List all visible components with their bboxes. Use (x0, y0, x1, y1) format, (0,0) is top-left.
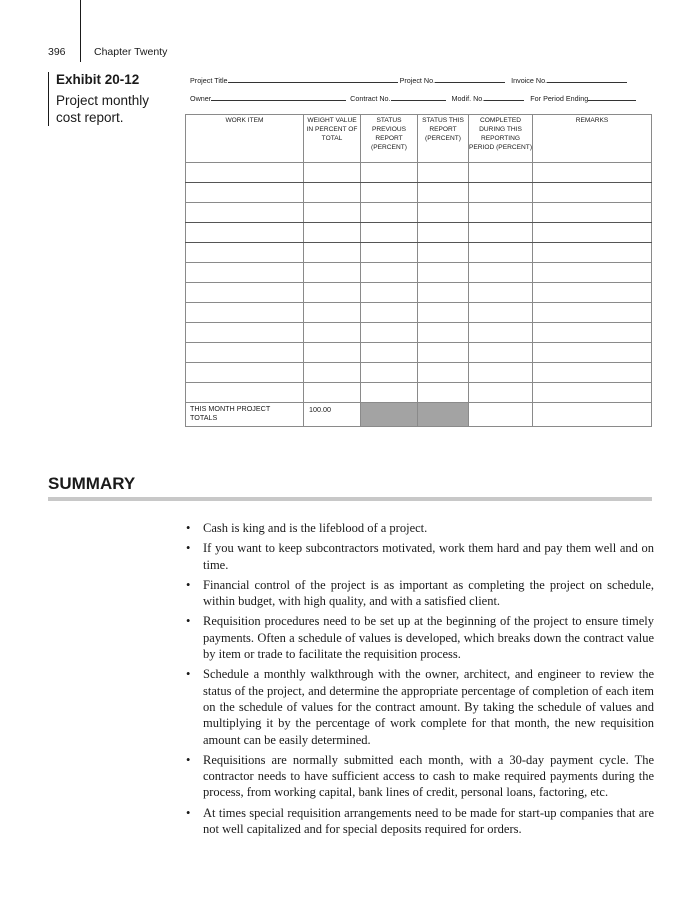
summary-item: • If you want to keep subcontractors motivated, work them hard and pay them well and on time. (186, 540, 654, 573)
summary-heading: SUMMARY (48, 474, 136, 493)
invoice-no-blank (547, 75, 627, 83)
period-ending-blank (588, 93, 636, 101)
form-line-owner (190, 93, 636, 103)
monthly-cost-report-table (185, 114, 652, 427)
col-status-previous: STATUS PREVIOUS REPORT (PERCENT) (361, 115, 418, 163)
modif-no-label: Modif. No. (451, 94, 485, 103)
summary-item: • Requisitions are normally submitted each month, with a 30-day payment cycle. The contractor needs to have sufficient access to cash to make required payments during the process, from working capital, bank lines of credit, personal loans, factoring, etc. (186, 752, 654, 801)
table-row (186, 183, 652, 203)
exhibit-label (48, 72, 176, 126)
exhibit-caption: Project monthly cost report. (56, 93, 150, 125)
table-row (186, 243, 652, 263)
period-ending-label: For Period Ending (530, 94, 589, 103)
summary-item: • Schedule a monthly walkthrough with the owner, architect, and engineer to review the status of the project, and determine the appropriate percentage of completion of each item on the schedule of values for the contract amount. By taking the schedule of values and multiplying it by the percentage of work complete for that month, the new requisition amount can be easily determined. (186, 666, 654, 747)
table-row (186, 303, 652, 323)
modif-no-blank (484, 93, 524, 101)
project-no-label: Project No. (399, 76, 436, 85)
table-row (186, 203, 652, 223)
col-remarks: REMARKS (533, 115, 652, 163)
owner-blank (211, 93, 346, 101)
shaded-cell (418, 403, 469, 427)
summary-list (186, 520, 654, 841)
totals-completed-cell (469, 403, 533, 427)
summary-divider (48, 497, 652, 501)
project-title-label: Project Title (190, 76, 228, 85)
summary-item: • Financial control of the project is as important as completing the project on schedule, within budget, with high quality, and with a satisfied client. (186, 577, 654, 610)
page-number: 396 (48, 46, 66, 58)
col-weight-value: WEIGHT VALUE IN PERCENT OF TOTAL (304, 115, 361, 163)
table-row (186, 283, 652, 303)
table-row (186, 263, 652, 283)
totals-row (186, 403, 652, 427)
totals-weight: 100.00 (304, 403, 361, 427)
header-divider (80, 0, 81, 62)
table-header-row (186, 115, 652, 163)
table-row (186, 363, 652, 383)
col-status-this: STATUS THIS REPORT (PERCENT) (418, 115, 469, 163)
contract-no-blank (391, 93, 446, 101)
table-row (186, 223, 652, 243)
project-title-blank (228, 75, 398, 83)
shaded-cell (361, 403, 418, 427)
contract-no-label: Contract No. (350, 94, 391, 103)
table-row (186, 383, 652, 403)
summary-item: • Cash is king and is the lifeblood of a project. (186, 520, 654, 536)
summary-item: • At times special requisition arrangements need to be made for start-up companies that are not well capitalized and for special deposits required for orders. (186, 805, 654, 838)
col-completed-period: COMPLETED DURING THIS REPORTING PERIOD (PERCENT) (469, 115, 533, 163)
totals-label: THIS MONTH PROJECT TOTALS (186, 403, 304, 427)
totals-remarks-cell (533, 403, 652, 427)
chapter-title: Chapter Twenty (94, 46, 168, 58)
owner-label: Owner (190, 94, 212, 103)
col-work-item: WORK ITEM (186, 115, 304, 163)
invoice-no-label: Invoice No. (511, 76, 548, 85)
exhibit-title: Exhibit 20-12 (56, 72, 140, 87)
table-row (186, 323, 652, 343)
table-row (186, 343, 652, 363)
form-line-project (190, 75, 627, 85)
summary-item: • Requisition procedures need to be set up at the beginning of the project to ensure timely payments. Often a schedule of values is developed, which breaks down the contract value by item or trade to facilitate the requisition process. (186, 613, 654, 662)
project-no-blank (435, 75, 505, 83)
table-row (186, 163, 652, 183)
